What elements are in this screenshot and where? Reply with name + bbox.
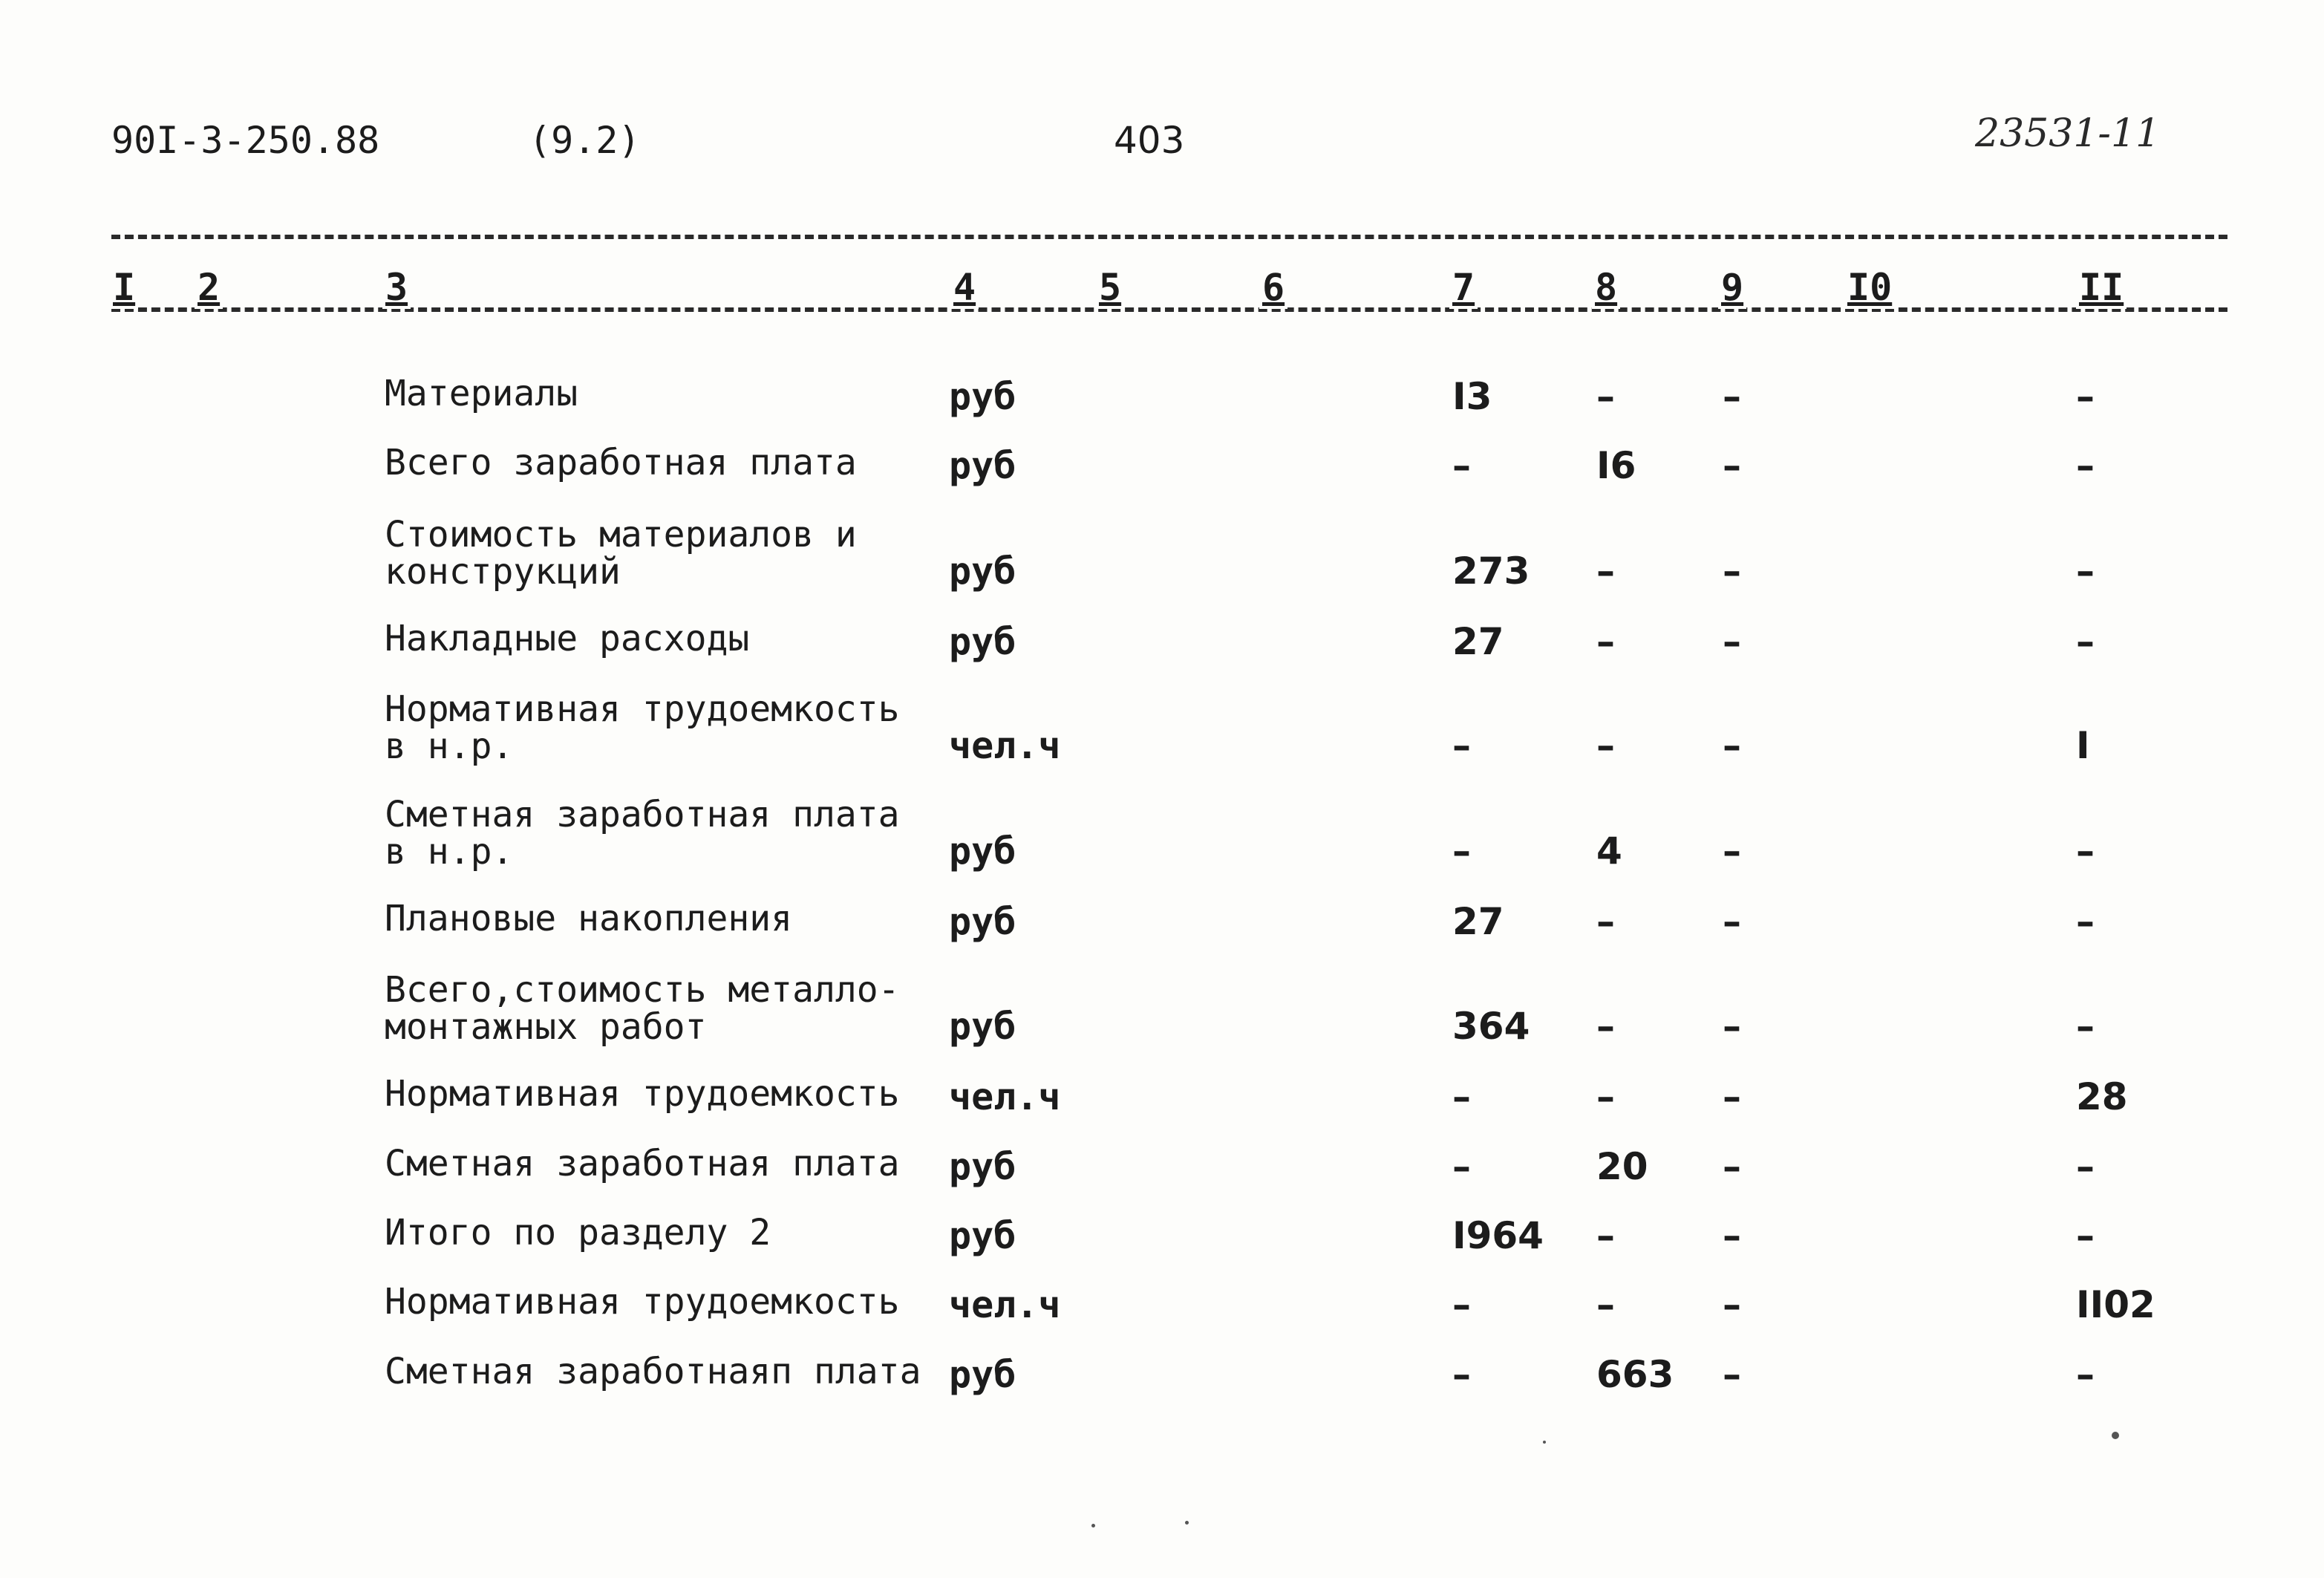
row-name: Плановые накопления	[385, 898, 793, 939]
row-col11: –	[2076, 1353, 2095, 1396]
row-col7: –	[1452, 1145, 1471, 1188]
column-number-5: 5	[1096, 266, 1124, 309]
row-col8: –	[1596, 1283, 1615, 1326]
row-col11: –	[2076, 375, 2095, 418]
row-col9: –	[1723, 620, 1741, 663]
row-col11: –	[2076, 620, 2095, 663]
row-col9: –	[1723, 1075, 1741, 1118]
row-col7: I964	[1452, 1214, 1544, 1257]
row-col11: 28	[2076, 1075, 2128, 1118]
row-col11: –	[2076, 1145, 2095, 1188]
handwritten-reference: 23531-11	[1975, 111, 2161, 156]
row-name: Нормативная трудоемкость	[385, 1073, 900, 1115]
row-col7: –	[1452, 829, 1471, 873]
row-col9: –	[1723, 444, 1741, 487]
column-number-2: 2	[195, 266, 223, 309]
row-col9: –	[1723, 1005, 1741, 1048]
row-col7: 364	[1452, 1005, 1530, 1048]
row-col9: –	[1723, 1353, 1741, 1396]
row-col7: –	[1452, 1283, 1471, 1326]
row-col8: –	[1596, 724, 1615, 767]
row-col8: –	[1596, 375, 1615, 418]
row-col8: –	[1596, 550, 1615, 593]
row-name: Накладные расходы	[385, 618, 750, 659]
row-col7: –	[1452, 1353, 1471, 1396]
row-col8: 20	[1596, 1145, 1648, 1188]
row-col8: –	[1596, 1075, 1615, 1118]
row-col9: –	[1723, 550, 1741, 593]
row-unit: чел.ч	[949, 724, 1061, 767]
scan-speck	[2112, 1432, 2119, 1439]
row-unit: руб	[949, 550, 1016, 593]
row-unit: руб	[949, 1005, 1016, 1048]
row-col11: –	[2076, 829, 2095, 873]
row-col9: –	[1723, 1283, 1741, 1326]
row-name: Нормативная трудоемкость в н.р.	[385, 688, 900, 767]
row-col9: –	[1723, 829, 1741, 873]
document-code: 90I-3-250.88	[111, 119, 380, 162]
row-col9: –	[1723, 1214, 1741, 1257]
row-unit: руб	[949, 1214, 1016, 1257]
row-unit: руб	[949, 829, 1016, 873]
row-col7: –	[1452, 444, 1471, 487]
row-unit: руб	[949, 444, 1016, 487]
row-col11: –	[2076, 1214, 2095, 1257]
row-name: Материалы	[385, 373, 578, 414]
row-col7: 27	[1452, 620, 1504, 663]
row-name: Сметная заработная плата в н.р.	[385, 794, 900, 873]
row-col9: –	[1723, 724, 1741, 767]
row-col11: –	[2076, 444, 2095, 487]
column-number-3: 3	[382, 266, 411, 309]
row-col8: I6	[1596, 444, 1636, 487]
row-name: Сметная заработная плата	[385, 1143, 900, 1184]
row-unit: руб	[949, 900, 1016, 943]
row-unit: руб	[949, 620, 1016, 663]
row-name: Всего,стоимость металло- монтажных работ	[385, 969, 900, 1048]
scan-speck	[1091, 1524, 1095, 1528]
row-col8: –	[1596, 1214, 1615, 1257]
row-col8: –	[1596, 1005, 1615, 1048]
row-unit: руб	[949, 1145, 1016, 1188]
row-col7: –	[1452, 1075, 1471, 1118]
row-col8: –	[1596, 620, 1615, 663]
row-name: Стоимость материалов и конструкций	[385, 514, 857, 593]
header-rule-bottom	[111, 307, 2227, 312]
row-unit: чел.ч	[949, 1075, 1061, 1118]
row-col7: I3	[1452, 375, 1492, 418]
row-unit: руб	[949, 375, 1016, 418]
row-col11: –	[2076, 550, 2095, 593]
column-number-8: 8	[1592, 266, 1620, 309]
column-number-10: I0	[1844, 266, 1895, 309]
row-name: Всего заработная плата	[385, 442, 857, 483]
row-col7: 27	[1452, 900, 1504, 943]
row-col8: –	[1596, 900, 1615, 943]
row-unit: руб	[949, 1353, 1016, 1396]
column-number-6: 6	[1259, 266, 1287, 309]
row-col7: 273	[1452, 550, 1530, 593]
row-name: Нормативная трудоемкость	[385, 1281, 900, 1323]
row-col11: –	[2076, 900, 2095, 943]
section-number: (9.2)	[529, 119, 641, 162]
row-col9: –	[1723, 375, 1741, 418]
column-number-1: I	[110, 266, 138, 309]
row-name: Итого по разделу 2	[385, 1212, 771, 1253]
row-unit: чел.ч	[949, 1283, 1061, 1326]
row-col9: –	[1723, 900, 1741, 943]
row-col9: –	[1723, 1145, 1741, 1188]
row-col11: II02	[2076, 1283, 2155, 1326]
row-col7: –	[1452, 724, 1471, 767]
row-name: Сметная заработнаяп плата	[385, 1351, 921, 1392]
column-number-7: 7	[1449, 266, 1478, 309]
scan-speck	[1543, 1441, 1546, 1444]
column-number-4: 4	[950, 266, 979, 309]
page-number: 403	[1114, 119, 1185, 162]
row-col11: I	[2076, 724, 2090, 767]
row-col8: 663	[1596, 1353, 1674, 1396]
header-rule-top	[111, 235, 2227, 239]
column-number-11: II	[2076, 266, 2126, 309]
row-col8: 4	[1596, 829, 1622, 873]
row-col11: –	[2076, 1005, 2095, 1048]
scan-speck	[1185, 1521, 1189, 1525]
column-number-9: 9	[1718, 266, 1746, 309]
